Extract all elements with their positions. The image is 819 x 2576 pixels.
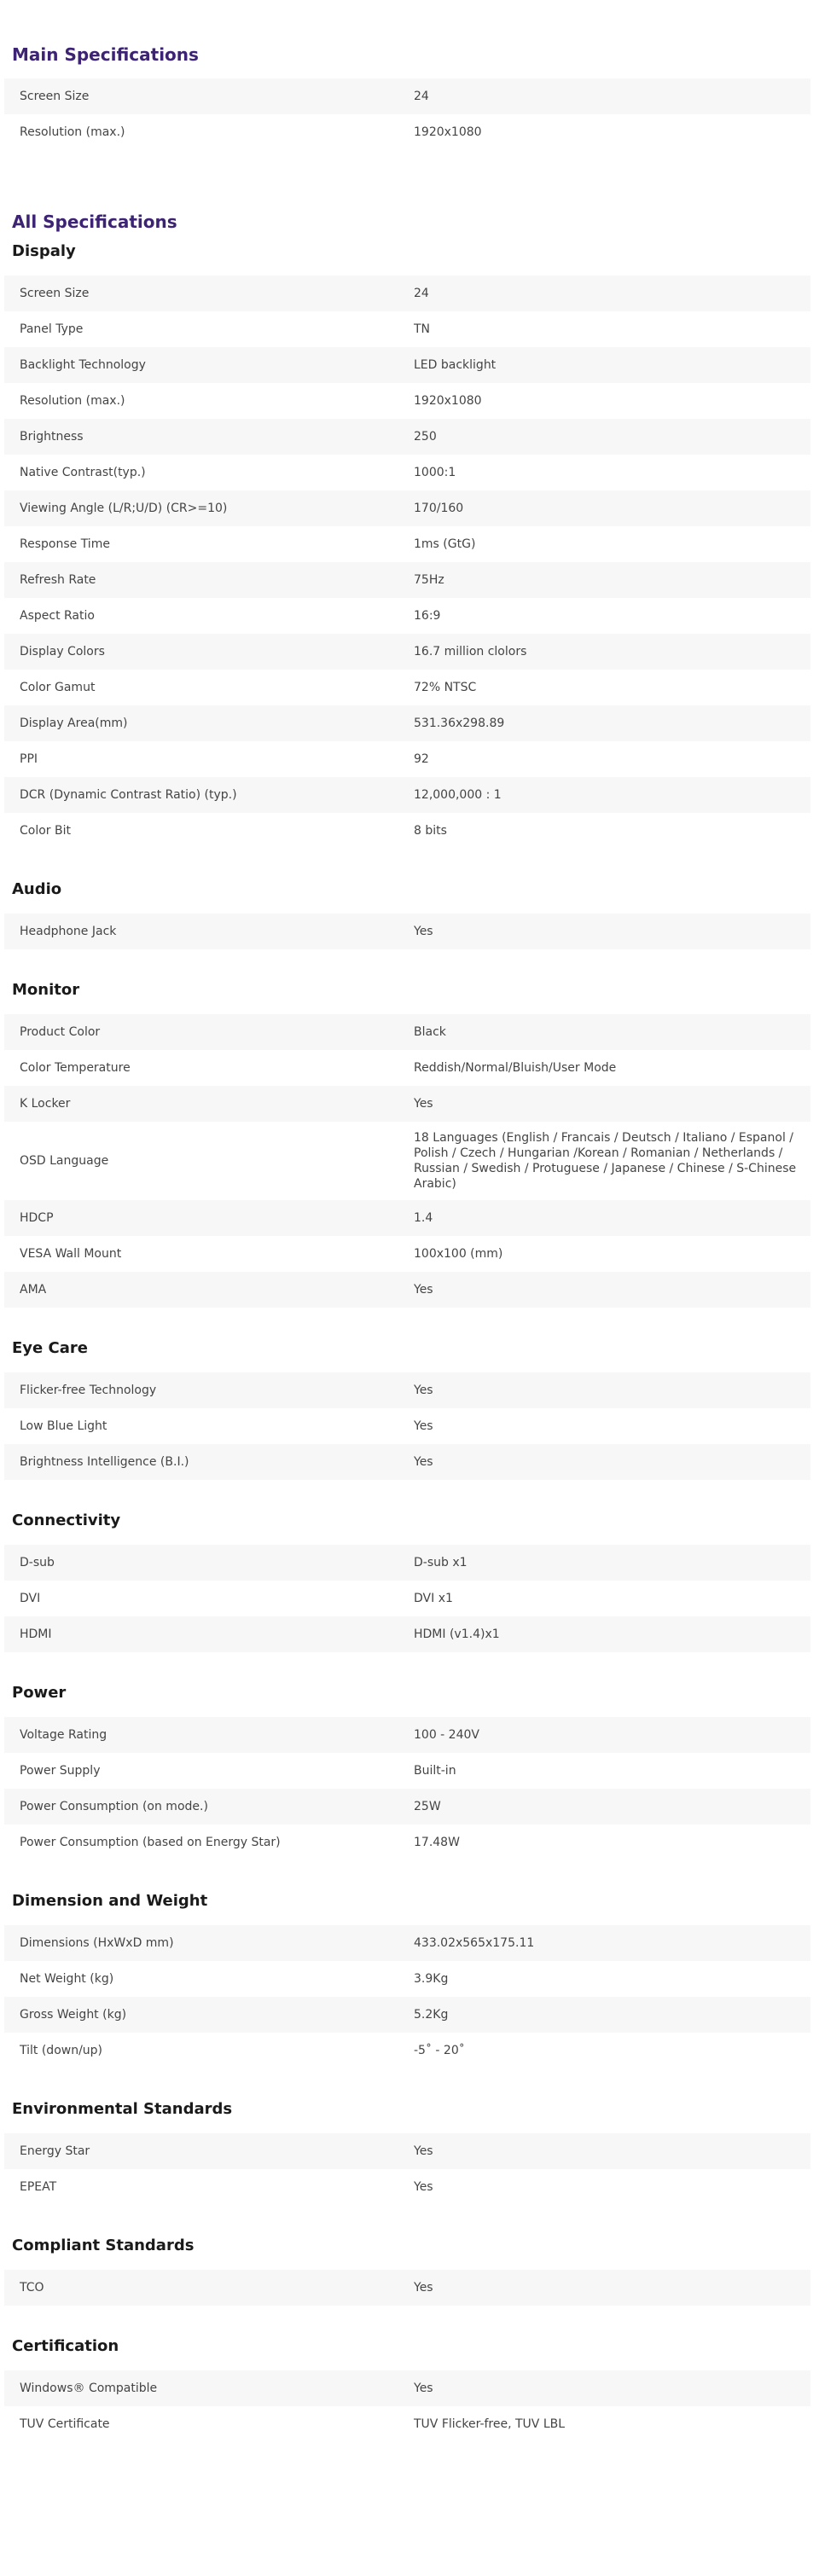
spec-table — [4, 2370, 810, 2442]
spec-row — [4, 2133, 810, 2169]
spec-group-title: Connectivity — [12, 1511, 121, 1529]
spec-group-title: Environmental Standards — [12, 2100, 233, 2118]
spec-row — [4, 562, 810, 598]
spec-row — [4, 347, 810, 383]
spec-label: Native Contrast(typ.) — [20, 466, 146, 479]
spec-value: 1.4 — [414, 1211, 433, 1225]
spec-row — [4, 1236, 810, 1272]
spec-table — [4, 1372, 810, 1480]
spec-table — [4, 1925, 810, 2068]
spec-label: Voltage Rating — [20, 1728, 107, 1742]
spec-label: Tilt (down/up) — [20, 2044, 103, 2057]
spec-group — [4, 1891, 810, 2068]
spec-label: Energy Star — [20, 2144, 90, 2158]
spec-row — [4, 276, 810, 311]
spec-label: Low Blue Light — [20, 1419, 107, 1433]
spec-label: Screen Size — [20, 90, 90, 103]
spec-row — [4, 419, 810, 455]
spec-value: TUV Flicker-free, TUV LBL — [414, 2417, 566, 2431]
spec-value: 1000:1 — [414, 466, 456, 479]
spec-label: Flicker-free Technology — [20, 1384, 157, 1397]
spec-group-title: Power — [12, 1684, 67, 1702]
spec-row — [4, 383, 810, 419]
spec-row — [4, 1200, 810, 1236]
spec-label: Display Colors — [20, 645, 105, 659]
spec-value: HDMI (v1.4)x1 — [414, 1627, 500, 1641]
spec-label: Windows® Compatible — [20, 2382, 158, 2395]
spec-row — [4, 2270, 810, 2306]
spec-group — [4, 241, 810, 849]
spec-value: Black — [414, 1025, 446, 1039]
spec-row — [4, 670, 810, 705]
spec-row — [4, 114, 810, 150]
spec-row — [4, 741, 810, 777]
spec-row — [4, 2370, 810, 2406]
spec-value: 8 bits — [414, 824, 447, 838]
spec-label: DCR (Dynamic Contrast Ratio) (typ.) — [20, 788, 237, 802]
spec-value: 1ms (GtG) — [414, 537, 476, 551]
spec-label: PPI — [20, 752, 38, 766]
spec-row — [4, 1545, 810, 1581]
spec-label: OSD Language — [20, 1154, 109, 1168]
spec-group — [4, 1511, 810, 1652]
spec-value: 170/160 — [414, 502, 464, 515]
spec-group — [4, 2099, 810, 2205]
spec-value: 250 — [414, 430, 437, 444]
spec-label: Resolution (max.) — [20, 394, 125, 408]
spec-label: Product Color — [20, 1025, 101, 1039]
spec-value: 100x100 (mm) — [414, 1247, 503, 1261]
spec-value: Yes — [414, 1419, 433, 1433]
spec-value: TN — [414, 322, 431, 336]
spec-row — [4, 1122, 810, 1200]
spec-value: D-sub x1 — [414, 1556, 468, 1569]
spec-label: Power Consumption (on mode.) — [20, 1800, 208, 1813]
spec-label: HDCP — [20, 1211, 54, 1225]
spec-label: Color Temperature — [20, 1061, 131, 1075]
spec-value: 18 Languages (English / Francais / Deutsch / Italiano / Espanol / Polish / Czech / Hungarian /Korean / Romanian / Netherlands / Russian / Swedish / Protuguese / Japanese / Chinese / S-Chinese Arabic) — [414, 1131, 797, 1191]
spec-label: D-sub — [20, 1556, 55, 1569]
spec-row — [4, 1408, 810, 1444]
spec-group — [4, 980, 810, 1308]
spec-value: 3.9Kg — [414, 1972, 449, 1986]
spec-group-title: Certification — [12, 2337, 119, 2355]
spec-group-title: Dimension and Weight — [12, 1892, 208, 1910]
spec-group-title: Eye Care — [12, 1339, 88, 1357]
spec-value: 75Hz — [414, 573, 444, 587]
spec-value: LED backlight — [414, 358, 497, 372]
spec-value: 24 — [414, 287, 429, 300]
spec-value: Built-in — [414, 1764, 456, 1778]
spec-value: 72% NTSC — [414, 681, 477, 694]
spec-label: Power Supply — [20, 1764, 101, 1778]
spec-value: Yes — [414, 2144, 433, 2158]
spec-table — [4, 1545, 810, 1652]
spec-row — [4, 1925, 810, 1961]
spec-value: Yes — [414, 2382, 433, 2395]
spec-value: 24 — [414, 90, 429, 103]
spec-value: -5˚ - 20˚ — [414, 2044, 465, 2057]
spec-row — [4, 2406, 810, 2442]
spec-label: Refresh Rate — [20, 573, 96, 587]
spec-table — [4, 2270, 810, 2306]
spec-group — [4, 2336, 810, 2442]
spec-group — [4, 1683, 810, 1860]
spec-value: Yes — [414, 1283, 433, 1297]
spec-group — [4, 2236, 810, 2306]
spec-row — [4, 1753, 810, 1789]
spec-group-title: Monitor — [12, 981, 80, 999]
spec-row — [4, 813, 810, 849]
spec-groups — [4, 241, 810, 2442]
spec-label: Dimensions (HxWxD mm) — [20, 1936, 174, 1950]
spec-value: Reddish/Normal/Bluish/User Mode — [414, 1061, 617, 1075]
spec-table — [4, 914, 810, 949]
spec-label: Aspect Ratio — [20, 609, 95, 623]
spec-row — [4, 526, 810, 562]
spec-value: 1920x1080 — [414, 394, 482, 408]
spec-label: Brightness Intelligence (B.I.) — [20, 1455, 189, 1469]
spec-label: AMA — [20, 1283, 47, 1297]
spec-label: Brightness — [20, 430, 84, 444]
spec-label: Display Area(mm) — [20, 717, 128, 730]
spec-label: K Locker — [20, 1097, 71, 1111]
spec-label: Backlight Technology — [20, 358, 146, 372]
spec-row — [4, 1717, 810, 1753]
spec-label: Viewing Angle (L/R;U/D) (CR>=10) — [20, 502, 228, 515]
spec-label: Color Gamut — [20, 681, 96, 694]
spec-label: Color Bit — [20, 824, 71, 838]
spec-label: Resolution (max.) — [20, 125, 125, 139]
all-specifications-section — [4, 210, 810, 2442]
spec-value: 25W — [414, 1800, 441, 1813]
spec-row — [4, 1272, 810, 1308]
main-specifications-section — [4, 0, 810, 150]
spec-row — [4, 1050, 810, 1086]
spec-label: Gross Weight (kg) — [20, 2008, 127, 2022]
spec-row — [4, 914, 810, 949]
spec-row — [4, 1825, 810, 1860]
spec-row — [4, 78, 810, 114]
spec-value: 17.48W — [414, 1836, 460, 1849]
spec-value: 5.2Kg — [414, 2008, 449, 2022]
spec-row — [4, 1997, 810, 2033]
spec-row — [4, 777, 810, 813]
spec-value: 1920x1080 — [414, 125, 482, 139]
spec-label: Net Weight (kg) — [20, 1972, 114, 1986]
spec-row — [4, 490, 810, 526]
spec-row — [4, 1961, 810, 1997]
spec-row — [4, 2169, 810, 2205]
spec-row — [4, 1616, 810, 1652]
spec-label: TCO — [20, 2281, 44, 2295]
spec-row — [4, 1014, 810, 1050]
spec-group — [4, 879, 810, 949]
main-specifications-table — [4, 78, 810, 150]
spec-value: Yes — [414, 1455, 433, 1469]
spec-row — [4, 598, 810, 634]
spec-label: EPEAT — [20, 2180, 57, 2194]
spec-table — [4, 1014, 810, 1308]
spec-value: DVI x1 — [414, 1592, 453, 1605]
spec-row — [4, 2033, 810, 2068]
spec-value: 100 - 240V — [414, 1728, 479, 1742]
spec-row — [4, 1086, 810, 1122]
spec-value: Yes — [414, 1097, 433, 1111]
all-specifications-title: All Specifications — [12, 212, 177, 232]
spec-value: 16:9 — [414, 609, 441, 623]
spec-group-title: Audio — [12, 880, 62, 898]
spec-table — [4, 276, 810, 849]
spec-group-title: Compliant Standards — [12, 2237, 195, 2254]
spec-label: Power Consumption (based on Energy Star) — [20, 1836, 281, 1849]
spec-label: TUV Certificate — [20, 2417, 110, 2431]
spec-row — [4, 705, 810, 741]
spec-row — [4, 1444, 810, 1480]
spec-label: VESA Wall Mount — [20, 1247, 122, 1261]
spec-value: 433.02x565x175.11 — [414, 1936, 535, 1950]
spec-table — [4, 2133, 810, 2205]
spec-label: DVI — [20, 1592, 41, 1605]
spec-value: 16.7 million clolors — [414, 645, 527, 659]
spec-value: Yes — [414, 2281, 433, 2295]
spec-group-title: Dispaly — [12, 242, 76, 260]
spec-row — [4, 1789, 810, 1825]
spec-label: Response Time — [20, 537, 110, 551]
spec-row — [4, 1372, 810, 1408]
spec-row — [4, 1581, 810, 1616]
spec-table — [4, 1717, 810, 1860]
spec-row — [4, 455, 810, 490]
spec-label: Panel Type — [20, 322, 84, 336]
spec-label: Screen Size — [20, 287, 90, 300]
spec-value: Yes — [414, 925, 433, 938]
spec-value: Yes — [414, 2180, 433, 2194]
spec-row — [4, 311, 810, 347]
spec-row — [4, 634, 810, 670]
spec-value: 531.36x298.89 — [414, 717, 505, 730]
spec-group — [4, 1338, 810, 1480]
main-specifications-title: Main Specifications — [12, 44, 199, 65]
spec-label: Headphone Jack — [20, 925, 117, 938]
spec-value: Yes — [414, 1384, 433, 1397]
spec-value: 92 — [414, 752, 429, 766]
spec-value: 12,000,000 : 1 — [414, 788, 502, 802]
spec-label: HDMI — [20, 1627, 52, 1641]
